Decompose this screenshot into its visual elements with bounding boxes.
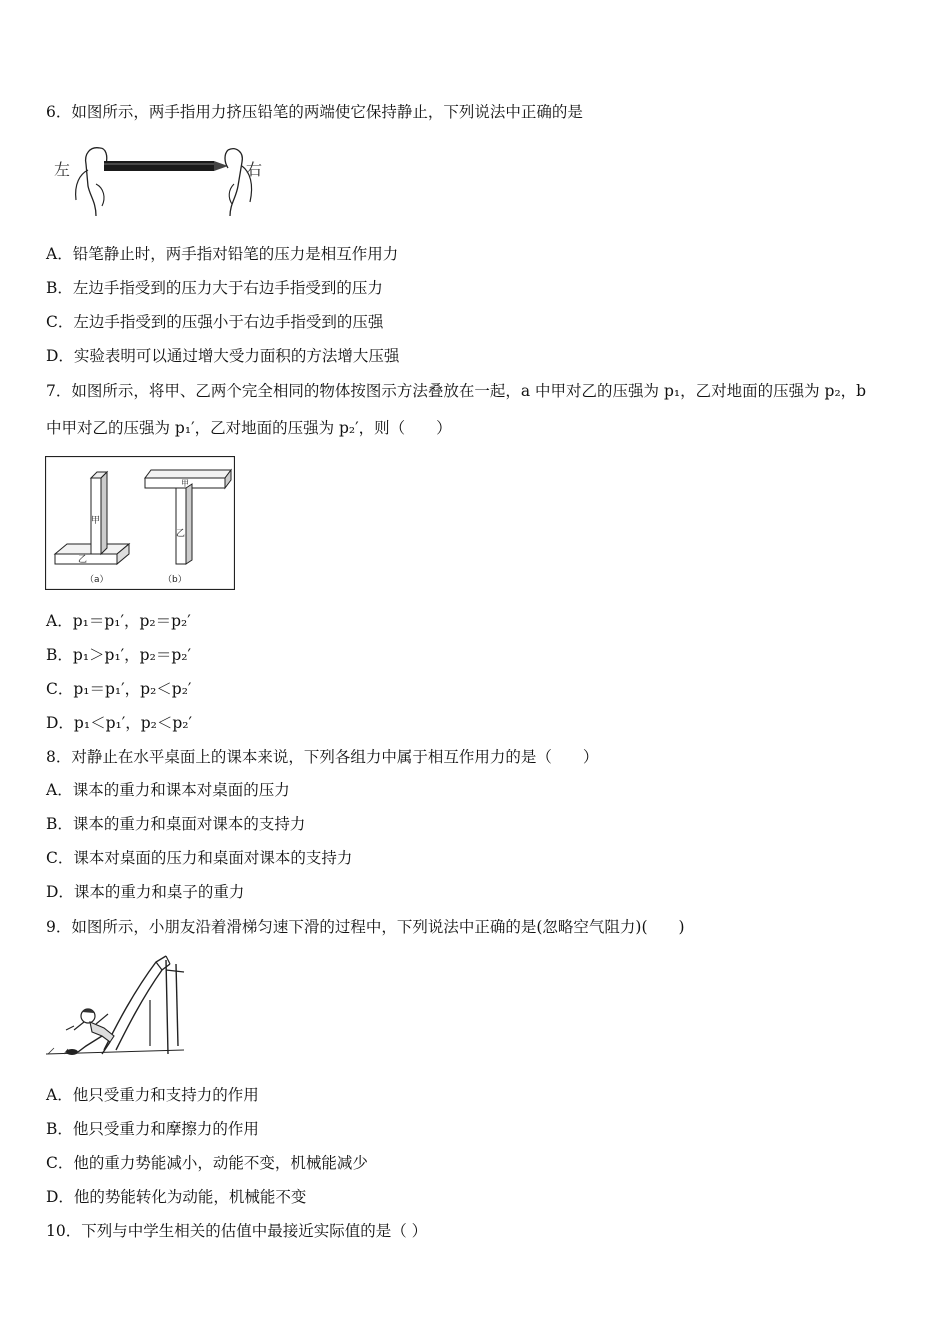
fig-b-yi: 乙 (176, 529, 186, 539)
q6-option-b: B．左边手指受到的压力大于右边手指受到的压力 (46, 279, 383, 297)
q7-stem-line2: 中甲对乙的压强为 p₁′，乙对地面的压强为 p₂′，则（ ） (46, 419, 452, 437)
q8-stem: 8．对静止在水平桌面上的课本来说，下列各组力中属于相互作用力的是（ ） (46, 748, 599, 766)
q10-stem: 10．下列与中学生相关的估值中最接近实际值的是（ ） (46, 1222, 428, 1240)
fig-a-yi: 乙 (78, 555, 88, 565)
q6-option-d: D．实验表明可以通过增大受力面积的方法增大压强 (46, 347, 400, 365)
q8-option-b: B．课本的重力和桌面对课本的支持力 (46, 815, 306, 833)
fig-a-jia: 甲 (91, 516, 101, 526)
fig-left-label: 左 (54, 160, 71, 179)
q9-option-b: B．他只受重力和摩擦力的作用 (46, 1120, 259, 1138)
fig-right-label: 右 (246, 160, 263, 179)
fig-b-label: （b） (163, 575, 187, 585)
q9-option-c: C．他的重力势能减小，动能不变，机械能减少 (46, 1154, 368, 1172)
q7-stem-line1: 7．如图所示，将甲、乙两个完全相同的物体按图示方法叠放在一起，a 中甲对乙的压强为 p₁，乙对地面的压强为 p₂，b (46, 382, 867, 400)
q9-option-d: D．他的势能转化为动能，机械能不变 (46, 1188, 307, 1206)
fig-b-jia: 甲 (181, 479, 189, 488)
q8-option-d: D．课本的重力和桌子的重力 (46, 883, 245, 901)
q7-option-c: C．p₁＝p₁′，p₂＜p₂′ (46, 680, 192, 698)
pencil-figure (52, 140, 277, 218)
q7-option-b: B．p₁＞p₁′，p₂＝p₂′ (46, 646, 191, 664)
fig-a-label: （a） (85, 575, 109, 585)
stacked-blocks-figure (45, 456, 235, 590)
q9-stem: 9．如图所示，小朋友沿着滑梯匀速下滑的过程中，下列说法中正确的是(忽略空气阻力)( ) (46, 918, 685, 936)
q8-option-a: A．课本的重力和课本对桌面的压力 (46, 781, 290, 799)
q6-option-a: A．铅笔静止时，两手指对铅笔的压力是相互作用力 (46, 245, 399, 263)
q6-stem: 6．如图所示，两手指用力挤压铅笔的两端使它保持静止，下列说法中正确的是 (46, 103, 583, 121)
q7-option-d: D．p₁＜p₁′，p₂＜p₂′ (46, 714, 193, 732)
q7-option-a: A．p₁＝p₁′，p₂＝p₂′ (46, 612, 191, 630)
q6-option-c: C．左边手指受到的压强小于右边手指受到的压强 (46, 313, 384, 331)
q9-option-a: A．他只受重力和支持力的作用 (46, 1086, 259, 1104)
q8-option-c: C．课本对桌面的压力和桌面对课本的支持力 (46, 849, 353, 867)
slide-figure (44, 950, 186, 1062)
